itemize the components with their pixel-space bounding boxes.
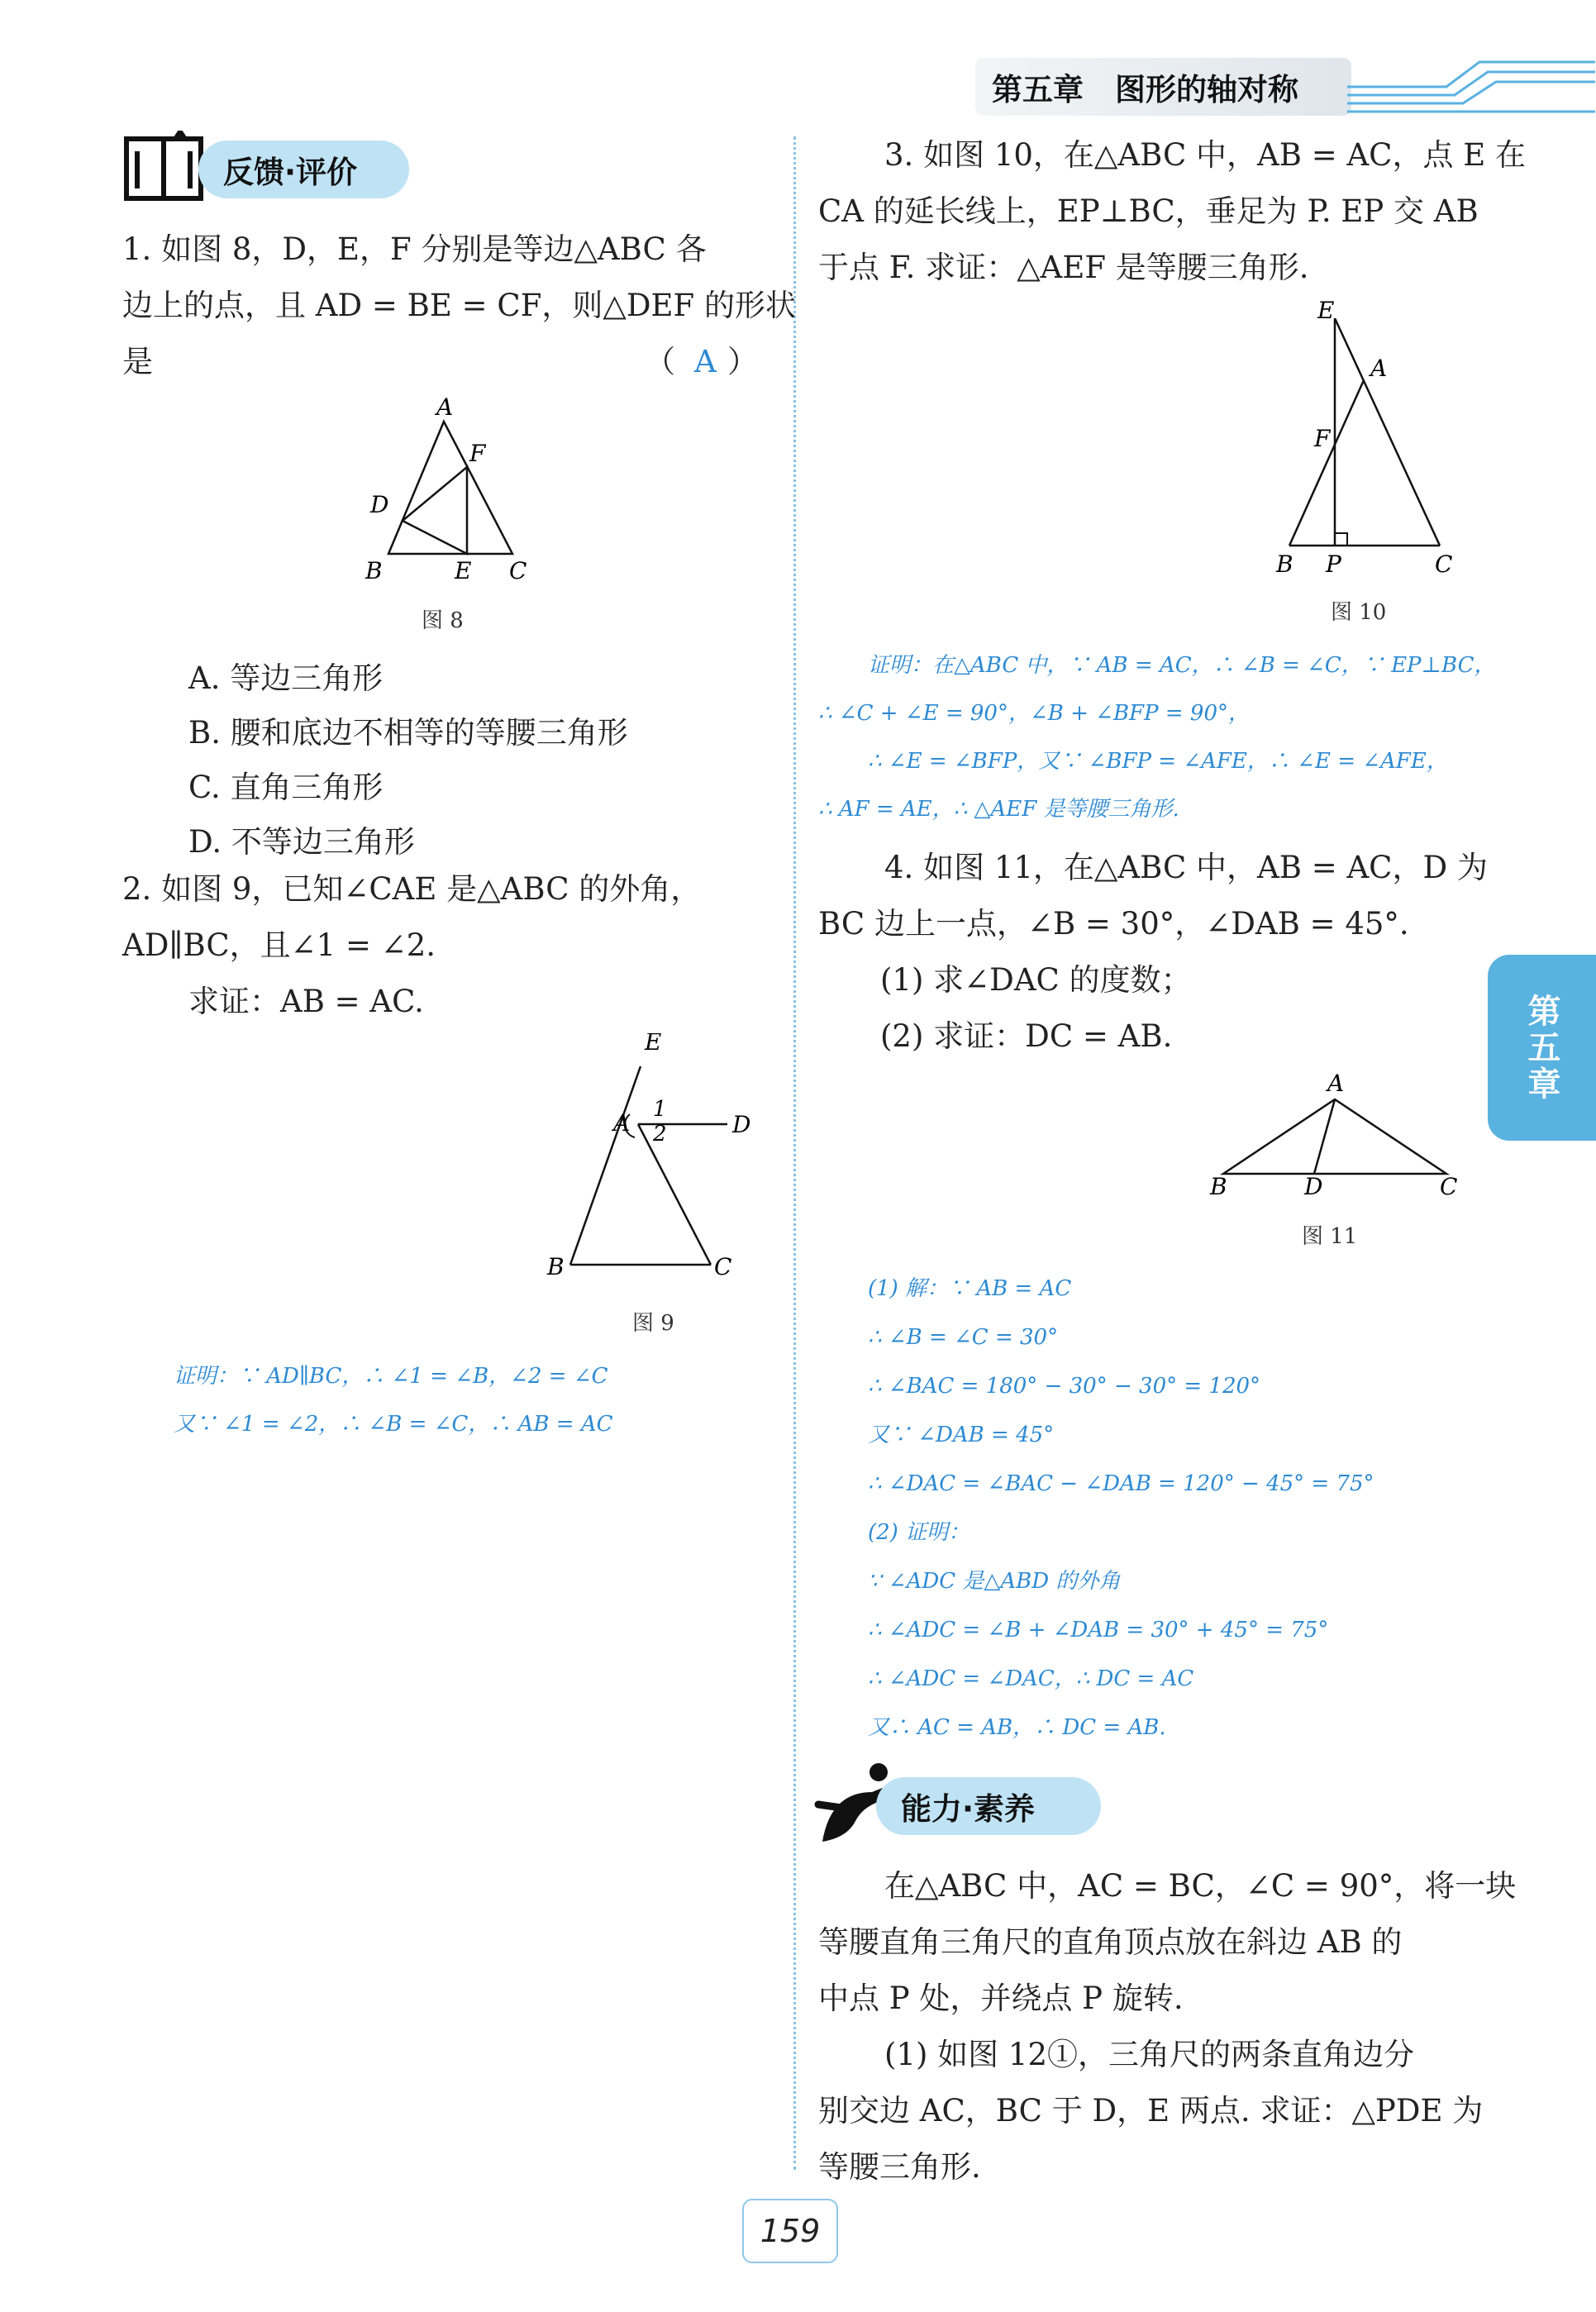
fig8-caption: 图 8 [422,608,464,633]
q1-line-1: 1. 如图 8，D，E，F 分别是等边△ABC 各 [122,231,707,267]
q1-option-d: D. 不等边三角形 [188,824,415,860]
q4-line-2: BC 边上一点，∠B = 30°，∠DAB = 45°. [818,906,1409,941]
q1-option-b: B. 腰和底边不相等的等腰三角形 [188,715,628,751]
q3-solution-line-3: ∴ ∠E = ∠BFP，又∵ ∠BFP = ∠AFE，∴ ∠E = ∠AFE， [868,749,1448,774]
q4-line-3: (1) 求∠DAC 的度数； [880,962,1192,998]
q4-solution-line-6: (2) 证明： [868,1520,970,1545]
fig9-label-2: 2 [653,1122,667,1146]
fig9-label-d: D [732,1111,751,1138]
fig8-triangle-abc [388,422,512,554]
q4-solution-line-4: 又∵ ∠DAB = 45° [868,1423,1055,1447]
fig10-right-angle [1335,533,1347,546]
q1-line-2: 边上的点，且 AD = BE = CF，则△DEF 的形状 [122,288,796,323]
fig10-label-c: C [1435,551,1453,578]
q2-line-2: AD∥BC，且∠1 = ∠2. [122,927,436,963]
ability-line-6: 等腰三角形. [818,2149,981,2185]
q4-solution-line-1: (1) 解：∵ AB = AC [868,1276,1072,1301]
fig10-label-b: B [1276,551,1293,578]
q1-line-3: 是 [122,344,153,379]
q1-answer-paren-close: ） [727,344,758,379]
q2-line-1: 2. 如图 9，已知∠CAE 是△ABC 的外角， [122,871,702,907]
fig9-label-1: 1 [653,1097,667,1122]
chapter-title [975,58,1351,116]
figure-9 [537,1033,752,1289]
fig10-label-f: F [1314,425,1331,452]
q1-option-c: C. 直角三角形 [188,770,384,805]
fig11-triangle-abc [1223,1099,1446,1174]
fig9-caption: 图 9 [632,1311,674,1336]
column-divider [793,136,796,2170]
ability-line-4: (1) 如图 12①，三角尺的两条直角边分 [884,2037,1415,2072]
q3-line-3: 于点 F. 求证：△AEF 是等腰三角形. [818,250,1309,285]
fig10-label-a: A [1370,355,1388,382]
fig9-label-a: A [613,1109,631,1137]
q3-line-2: CA 的延长线上，EP⊥BC，垂足为 P. EP 交 AB [818,193,1479,229]
fig9-label-c: C [714,1253,732,1280]
fig8-triangle-def [403,467,467,554]
q4-solution-line-8: ∴ ∠ADC = ∠B + ∠DAB = 30° + 45° = 75° [868,1618,1329,1642]
section-title-ability: 能力·素养 [901,1791,1036,1827]
chapter-side-tab [1488,955,1596,1141]
fig11-label-d: D [1304,1173,1323,1199]
figure-10 [1265,293,1471,579]
fig11-label-a: A [1327,1070,1345,1097]
fig8-label-b: B [365,557,383,584]
fig8-label-c: C [509,557,527,584]
figure-8 [347,397,545,587]
fig10-line-ba [1289,380,1364,546]
chapter-name: 图形的轴对称 [1115,72,1298,107]
fig8-label-a: A [436,397,454,421]
q4-solution-line-2: ∴ ∠B = ∠C = 30° [868,1325,1059,1350]
ability-line-5: 别交边 AC，BC 于 D，E 两点. 求证：△PDE 为 [818,2093,1484,2128]
q3-solution-line-4: ∴ AF = AE，∴ △AEF 是等腰三角形. [818,797,1179,822]
q4-solution-line-10: 又∴ AC = AB，∴ DC = AB. [868,1715,1166,1740]
q2-solution-line-2: 又∵ ∠1 = ∠2，∴ ∠B = ∠C，∴ AB = AC [174,1412,613,1437]
q1-answer-paren-open: （ [645,344,675,379]
q4-solution-line-5: ∴ ∠DAC = ∠BAC − ∠DAB = 120° − 45° = 75° [868,1471,1374,1496]
fig11-label-b: B [1210,1173,1227,1199]
fig9-line-ac [638,1124,711,1265]
fig11-label-c: C [1440,1173,1458,1199]
q3-solution-line-1: 证明：在△ABC 中，∵ AB = AC，∴ ∠B = ∠C，∵ EP⊥BC， [868,653,1496,678]
chapter-number: 第五章 [992,72,1084,107]
fig8-label-d: D [370,491,389,518]
header-decor-lines [1347,54,1595,120]
q2-line-3: 求证：AB = AC. [188,984,424,1019]
page-header [0,37,1596,136]
q1-option-a: A. 等边三角形 [188,660,384,696]
fig10-caption: 图 10 [1331,600,1387,625]
fig10-label-p: P [1326,551,1341,578]
q3-line-1: 3. 如图 10，在△ABC 中，AB = AC，点 E 在 [884,137,1527,173]
fig9-label-e: E [645,1033,662,1056]
fig8-label-f: F [469,440,486,467]
ability-line-3: 中点 P 处，并绕点 P 旋转. [818,1981,1184,2016]
q4-solution-line-7: ∵ ∠ADC 是△ABD 的外角 [868,1569,1121,1594]
fig10-line-ec [1335,318,1440,546]
fig11-caption: 图 11 [1302,1224,1358,1249]
book-icon [122,131,205,205]
fig9-label-b: B [547,1253,565,1280]
fig9-line-ae-ab [570,1066,641,1265]
ability-line-1: 在△ABC 中，AC = BC，∠C = 90°，将一块 [884,1868,1517,1904]
q4-line-1: 4. 如图 11，在△ABC 中，AB = AC，D 为 [884,850,1488,885]
q3-solution-line-2: ∴ ∠C + ∠E = 90°，∠B + ∠BFP = 90°， [818,701,1250,726]
side-tab-label: 第五章 [1522,993,1560,1103]
section-title-feedback: 反馈·评价 [223,155,358,190]
page-number: 159 [742,2199,838,2263]
q4-solution-line-3: ∴ ∠BAC = 180° − 30° − 30° = 120° [868,1374,1261,1399]
section-badge-feedback [198,141,409,198]
section-badge-ability [876,1777,1101,1835]
fig8-label-e: E [455,557,472,584]
figure-11 [1198,1066,1471,1199]
ability-line-2: 等腰直角三角尺的直角顶点放在斜边 AB 的 [818,1924,1403,1960]
q2-solution-line-1: 证明：∵ AD∥BC，∴ ∠1 = ∠B，∠2 = ∠C [174,1364,608,1389]
q4-solution-line-9: ∴ ∠ADC = ∠DAC，∴ DC = AC [868,1666,1194,1691]
fig10-label-e: E [1317,297,1335,324]
q4-line-4: (2) 求证：DC = AB. [880,1018,1173,1054]
q1-answer: A [694,344,717,379]
